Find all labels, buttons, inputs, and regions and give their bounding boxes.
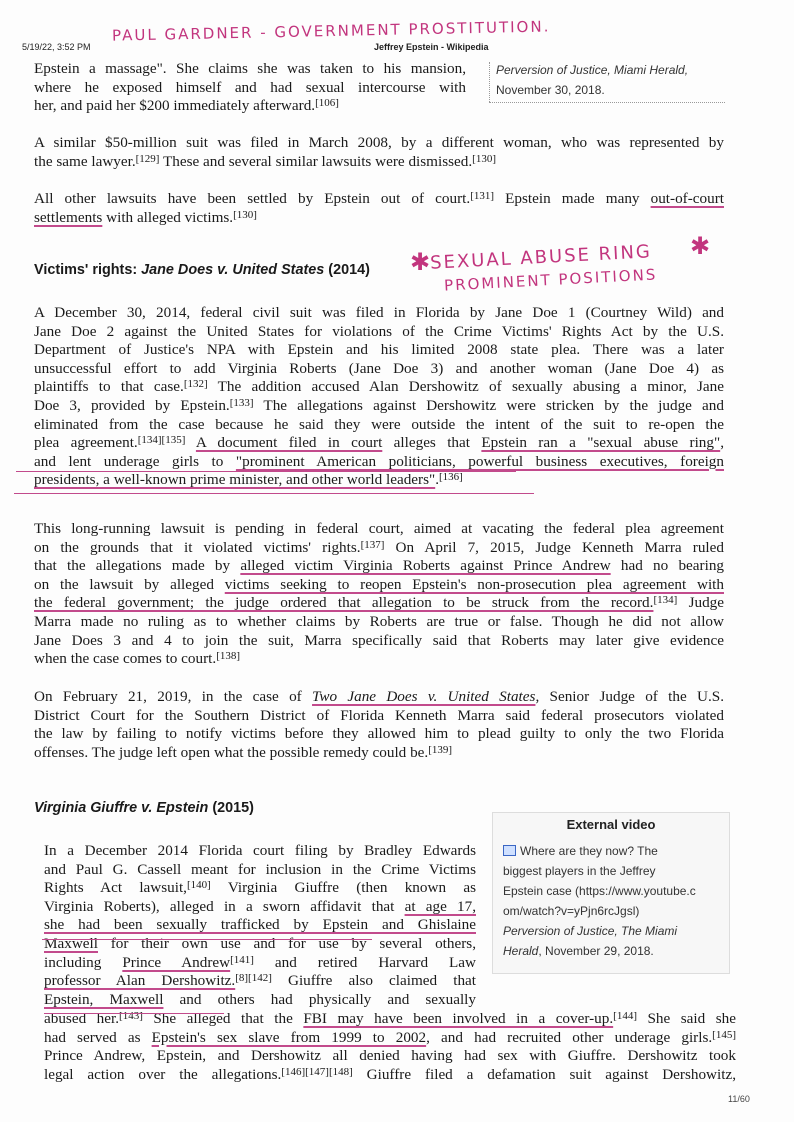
paragraph-february-2019: On February 21, 2019, in the case of Two Jane Does v. United States, Senior Judge of the U.S. District Court for the Southern District of Florida Kenneth Marra said federal prosecutors violated the law by failing to notify victims before they allowed him to plead guilty to only the two Florida offenses. The judge left open what the possible remedy could be.[139] xyxy=(34,688,724,761)
citation[interactable]: [130] xyxy=(233,208,257,221)
paragraph-jane-does: A December 30, 2014, federal civil suit was filed in Florida by Jane Doe 1 (Courtney Wild) and Jane Doe 2 against the United States for violations of the Crime Victims' Rights Act by the U.S. Department of Justice's NPA with Epstein and his limited 2008 state plea. There was a later unsuccessful effort to add Virginia Roberts (Jane Doe 3) and another woman (Jane Doe 4) as plaintiffs to that case.[132] The addition accused Alan Dershowitz of sexually abusing a minor, Jane Doe 3, provided by Epstein.[133] The allegations against Dershowitz were stricken by the judge and eliminated from the case because he said they were outside the intent of the suit to re-open the plea agreement.[134][135] A document filed in court alleges that Epstein ran a "sexual abuse ring", and lent underage girls to "prominent American politicians, powerful business executives, foreign presidents, a well-known prime minister, and other world leaders".[136] xyxy=(34,304,725,489)
sidebar-citation-top: Perversion of Justice, Miami Herald, November 30, 2018. xyxy=(496,63,689,97)
link-two-jane-does[interactable]: Two Jane Does v. United States xyxy=(312,688,536,705)
paragraph-massage: Epstein a massage". She claims she was taken to his mansion, where he exposed himself and had sexual intercourse with her, and paid her $200 immediately afterward.[106] xyxy=(34,60,466,115)
citation[interactable]: [144] xyxy=(613,1010,637,1022)
link-document-filed[interactable]: A document filed in court xyxy=(195,434,383,452)
citation[interactable]: [8] xyxy=(235,972,249,985)
citation[interactable]: [136] xyxy=(439,471,463,484)
pen-underline xyxy=(16,471,516,472)
external-video-title: External video xyxy=(566,817,656,832)
citation[interactable]: [135] xyxy=(161,434,186,447)
citation[interactable]: [145] xyxy=(712,1028,736,1041)
citation[interactable]: [138] xyxy=(216,650,241,663)
paragraph-long-running: This long-running lawsuit is pending in federal court, aimed at vacating the federal plea agreement on the grounds that it violated victims' rights.[137] On April 7, 2015, Judge Kenneth Marra ruled that the allegations made by alleged victim Virginia Roberts against Prince Andrew had no bearing on the lawsuit by alleged victims seeking to reopen Epstein's non-prosecution plea agreement with the federal government; the judge ordered that allegation to be struck from the record.[134] Judge Marra made no ruling as to whether claims by Roberts are true or false. Though he did not allow Jane Does 3 and 4 to join the suit, Marra specifically said that Roberts may later give evidence when the case comes to court.[138] xyxy=(34,520,725,668)
citation[interactable]: [133] xyxy=(229,396,254,409)
paragraph-similar-suit: A similar $50-million suit was filed in March 2008, by a different woman, who was represented by the same lawyer.[129] These and several similar lawsuits were dismissed.[130] xyxy=(34,134,724,170)
section-heading-victims-rights: Victims' rights: Jane Does v. United States (2014) xyxy=(34,262,370,278)
citation[interactable]: [134] xyxy=(137,434,162,447)
video-link[interactable]: Where are they now? The xyxy=(520,844,658,858)
citation[interactable]: [141] xyxy=(230,953,254,966)
video-icon xyxy=(503,845,516,856)
pen-underline xyxy=(14,493,534,494)
paragraph-giuffre-affidavit: In a December 2014 Florida court filing by Bradley Edwards and Paul G. Cassell meant for inclusion in the Crime Victims Rights Act lawsuit,[140] Virginia Giuffre (then known as Virginia Roberts), alleged in a sworn affidavit that at age 17, she had been sexually trafficked by Epstein and Ghislaine Maxwell for their own use and for use by several others, including Prince Andrew[141] and retired Harvard Law professor Alan Dershowitz.[8][142] Giuffre also claimed that Epstein, Maxwell and others had physically and sexually xyxy=(44,842,477,1008)
citation[interactable]: [131] xyxy=(470,190,495,202)
section-heading-giuffre: Virginia Giuffre v. Epstein (2015) xyxy=(34,800,254,816)
print-page-title: Jeffrey Epstein - Wikipedia xyxy=(374,42,489,52)
citation[interactable]: [147] xyxy=(305,1065,329,1078)
citation[interactable]: [106] xyxy=(315,97,339,110)
handwritten-note-abuse-ring: SEXUAL ABUSE RING xyxy=(429,241,653,274)
print-datetime: 5/19/22, 3:52 PM xyxy=(22,42,91,52)
handwritten-star-icon: ✱ xyxy=(690,232,713,260)
paragraph-giuffre-continued: abused her.[143] She alleged that the FBI may have been involved in a cover-up.[144] She said she had served as Epstein's sex slave from 1999 to 2002, and had recruited other underage girls.[145] Prince Andrew, Epstein, and Dershowitz all denied having had sex with Giuffre. Dershowitz took legal action over the allegations.[146][147][148] Giuffre filed a defamation suit against Dershowitz, xyxy=(44,1010,736,1083)
citation[interactable]: [134] xyxy=(653,594,678,607)
citation[interactable]: [146] xyxy=(281,1065,306,1078)
handwritten-note-prominent: PROMINENT POSITIONS xyxy=(443,265,658,295)
pen-underline xyxy=(42,939,372,940)
citation[interactable]: [148] xyxy=(328,1065,353,1078)
citation[interactable]: [140] xyxy=(186,879,211,892)
citation[interactable]: [132] xyxy=(183,378,208,391)
page-number: 11/60 xyxy=(728,1094,750,1104)
citation[interactable]: [130] xyxy=(472,152,496,165)
citation[interactable]: [142] xyxy=(248,972,272,985)
handwritten-star-icon: ✱ xyxy=(410,248,433,276)
handwritten-note-top: PAUL GARDNER - GOVERNMENT PROSTITUTION. xyxy=(111,17,551,45)
citation[interactable]: [143] xyxy=(119,1010,143,1022)
sidebar-bottom-border xyxy=(489,102,725,103)
external-video-box: External video Where are they now? The biggest players in the Jeffrey Epstein case (https://www.youtube.c om/watch?v=yPjn6rcJgsl) Perversion of Justice, The Miami Herald, November 29, 2018. xyxy=(492,812,730,974)
sidebar-left-border xyxy=(489,62,490,102)
citation[interactable]: [139] xyxy=(428,743,453,756)
paragraph-settled: All other lawsuits have been settled by Epstein out of court.[131] Epstein made many out-of-court settlements with alleged victims.[130] xyxy=(34,190,724,226)
link-settlements[interactable]: settlements xyxy=(34,208,103,226)
pen-underline xyxy=(44,1013,224,1014)
citation[interactable]: [137] xyxy=(360,538,385,551)
citation[interactable]: [129] xyxy=(135,152,160,165)
link-out-of-court[interactable]: out-of-court xyxy=(650,190,724,207)
